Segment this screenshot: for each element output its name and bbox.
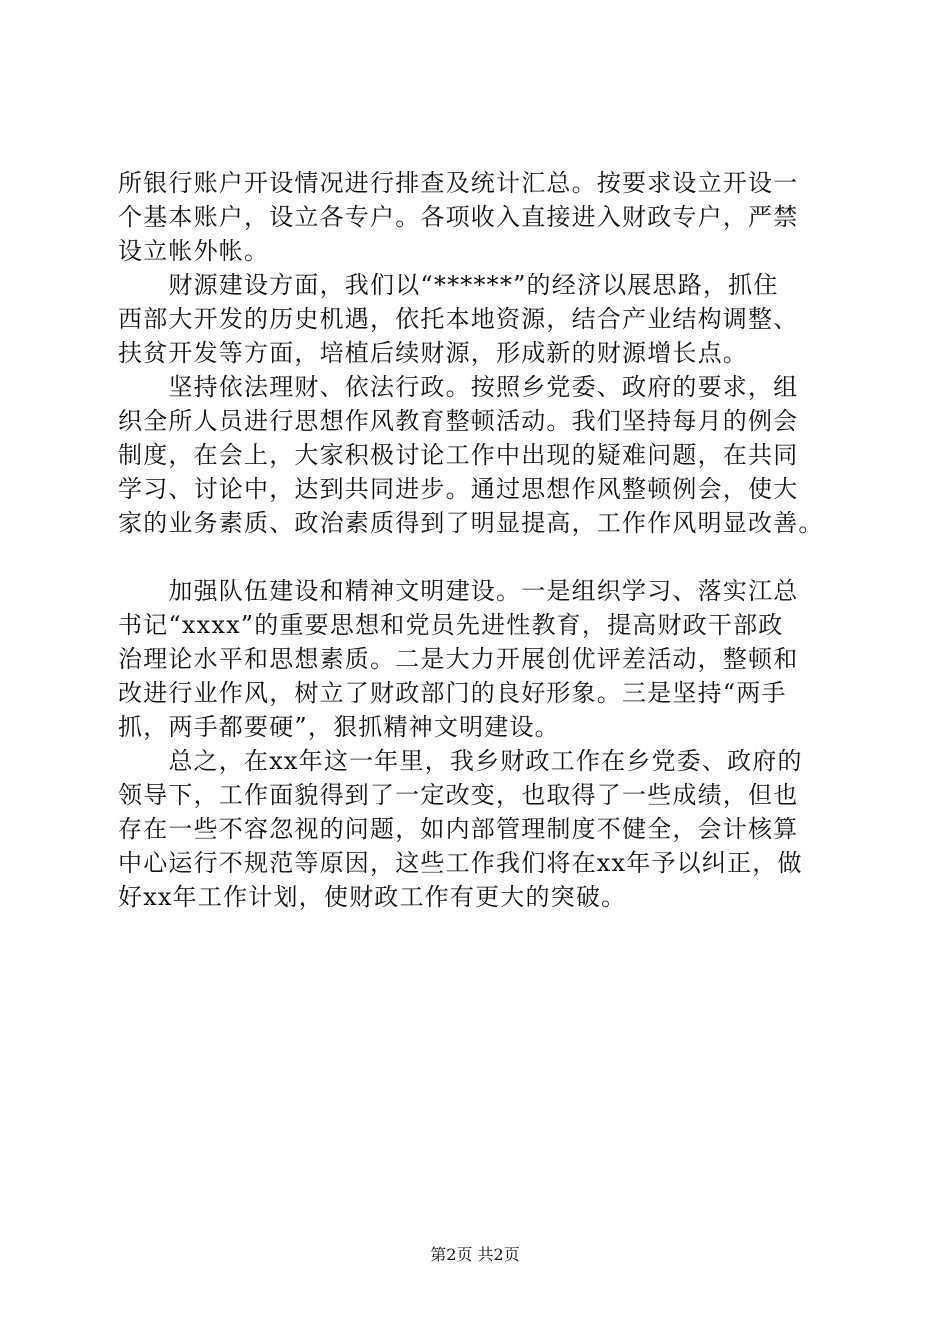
page-number-footer: 第2页 共2页 (430, 1245, 520, 1264)
text-line: 领导下，工作面貌得到了一定改变，也取得了一些成绩，但也 (118, 781, 799, 809)
text-line: 抓，两手都要硬”，狠抓精神文明建设。 (118, 713, 560, 741)
text-line: 设立帐外帐。 (118, 237, 270, 265)
text-line: 书记“xxxx”的重要思想和党员先进性教育，提高财政干部政 (118, 611, 784, 639)
text-line: 治理论水平和思想素质。二是大力开展创优评差活动，整顿和 (118, 645, 799, 673)
text-line: 个基本账户，设立各专户。各项收入直接进入财政专户，严禁 (118, 203, 799, 231)
text-line: 西部大开发的历史机遇，依托本地资源，结合产业结构调整、 (118, 305, 799, 333)
text-line: 扶贫开发等方面，培植后续财源，形成新的财源增长点。 (118, 339, 748, 367)
text-line: 好xx年工作计划，使财政工作有更大的突破。 (118, 883, 627, 911)
text-line: 中心运行不规范等原因，这些工作我们将在xx年予以纠正，做 (118, 849, 803, 877)
text-line: 财源建设方面，我们以“******”的经济以展思路，抓住 (118, 271, 779, 299)
text-line: 加强队伍建设和精神文明建设。一是组织学习、落实江总 (118, 577, 799, 605)
text-line: 所银行账户开设情况进行排查及统计汇总。按要求设立开设一 (118, 169, 799, 197)
paragraph-gap (118, 540, 848, 574)
text-line: 总之，在xx年这一年里，我乡财政工作在乡党委、政府的 (118, 747, 803, 775)
text-line: 织全所人员进行思想作风教育整顿活动。我们坚持每月的例会 (118, 407, 799, 435)
text-line: 家的业务素质、政治素质得到了明显提高，工作作风明显改善。 (118, 509, 824, 537)
text-line: 存在一些不容忽视的问题，如内部管理制度不健全，会计核算 (118, 815, 799, 843)
text-line: 坚持依法理财、依法行政。按照乡党委、政府的要求，组 (118, 373, 799, 401)
text-line: 制度，在会上，大家积极讨论工作中出现的疑难问题，在共同 (118, 441, 799, 469)
document-body (118, 166, 848, 914)
text-line: 改进行业作风，树立了财政部门的良好形象。三是坚持“两手 (118, 679, 787, 707)
text-line: 学习、讨论中，达到共同进步。通过思想作风整顿例会，使大 (118, 475, 799, 503)
